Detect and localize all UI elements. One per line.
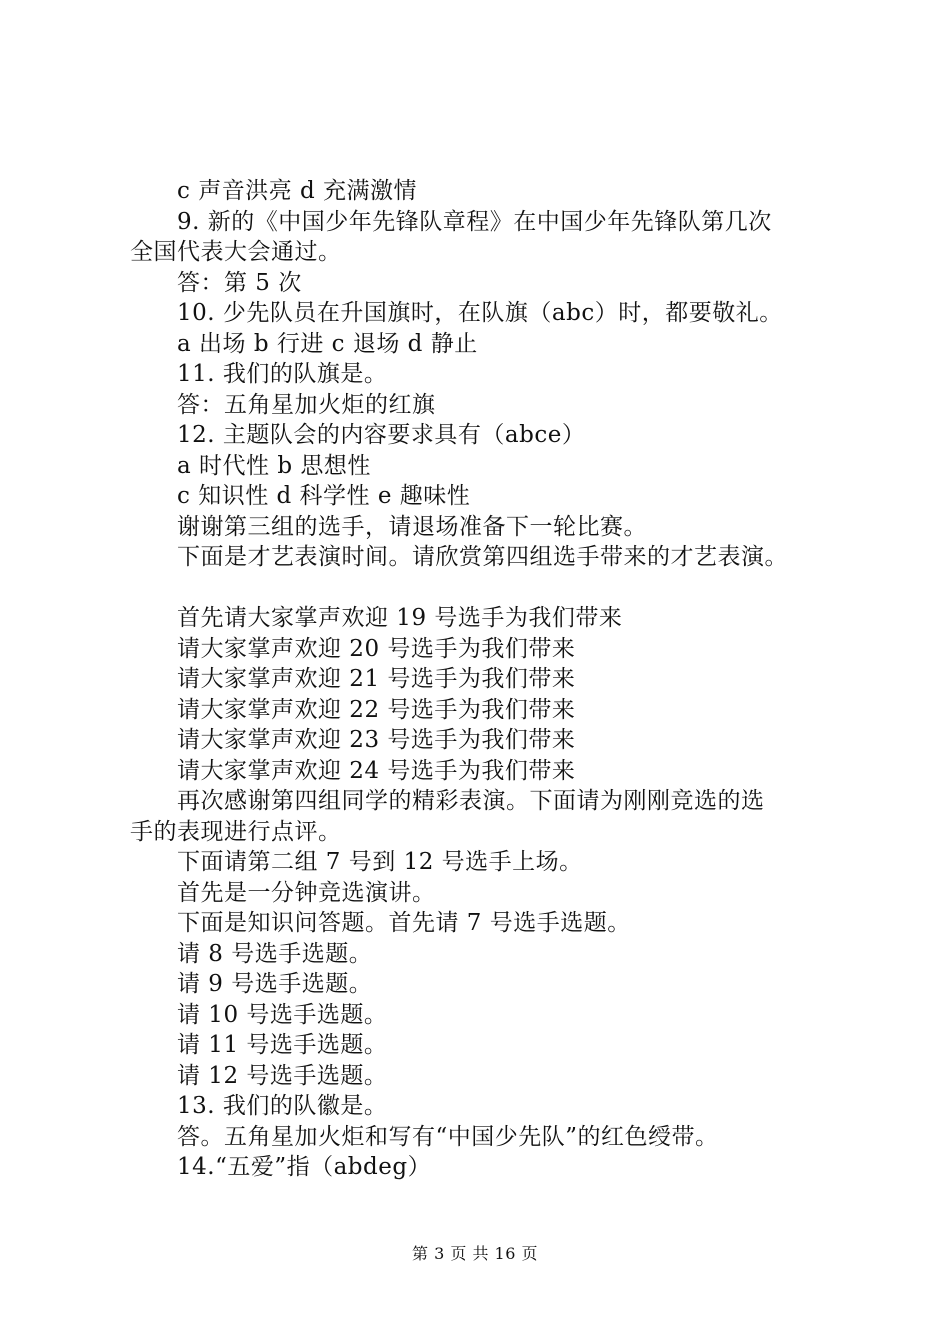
page-footer: 第 3 页 共 16 页 [412,1244,538,1263]
text-line: 请 8 号选手选题。 [177,940,373,967]
text-line: 请大家掌声欢迎 20 号选手为我们带来 [177,635,576,662]
text-line: 12. 主题队会的内容要求具有（abce） [177,422,586,448]
text-line [130,573,860,604]
text-line: 请大家掌声欢迎 22 号选手为我们带来 [177,696,576,723]
text-line: 请大家掌声欢迎 21 号选手为我们带来 [177,666,576,692]
text-line: 请大家掌声欢迎 24 号选手为我们带来 [177,757,576,784]
text-line: a 出场 b 行进 c 退场 d 静止 [177,330,478,357]
text-line: 10. 少先队员在升国旗时，在队旗（abc）时，都要敬礼。 [177,300,783,326]
text-line: 请 12 号选手选题。 [177,1062,388,1089]
text-line: 答。五角星加火炬和写有“中国少先队”的红色绶带。 [177,1123,719,1150]
text-line: 9. 新的《中国少年先锋队章程》在中国少年先锋队第几次 [177,208,772,235]
text-line: 下面是知识问答题。首先请 7 号选手选题。 [177,910,631,936]
text-line: 13. 我们的队徽是。 [177,1093,388,1119]
text-line: a 时代性 b 思想性 [177,452,371,479]
text-line: 答：第 5 次 [177,269,302,296]
text-line: 请 9 号选手选题。 [177,971,373,997]
text-line: 请大家掌声欢迎 23 号选手为我们带来 [177,727,576,753]
text-line: 再次感谢第四组同学的精彩表演。下面请为刚刚竞选的选 [177,788,765,814]
text-line: 全国代表大会通过。 [130,239,342,265]
text-line: 请 10 号选手选题。 [177,1001,388,1028]
text-line: 14.“五爱”指（abdeg） [177,1154,432,1180]
text-line: 首先是一分钟竞选演讲。 [177,879,436,906]
text-line: 手的表现进行点评。 [130,818,342,845]
text-line: 请 11 号选手选题。 [177,1032,388,1058]
text-line: 谢谢第三组的选手，请退场准备下一轮比赛。 [177,513,647,540]
text-line: 11. 我们的队旗是。 [177,361,388,387]
text-line: c 知识性 d 科学性 e 趣味性 [177,483,471,509]
text-line: 答：五角星加火炬的红旗 [177,391,436,418]
text-line: 下面是才艺表演时间。请欣赏第四组选手带来的才艺表演。 [177,544,788,570]
text-line: 下面请第二组 7 号到 12 号选手上场。 [177,849,583,875]
text-line: 首先请大家掌声欢迎 19 号选手为我们带来 [177,605,623,631]
text-line: c 声音洪亮 d 充满激情 [177,178,418,204]
document-body [130,176,860,1183]
